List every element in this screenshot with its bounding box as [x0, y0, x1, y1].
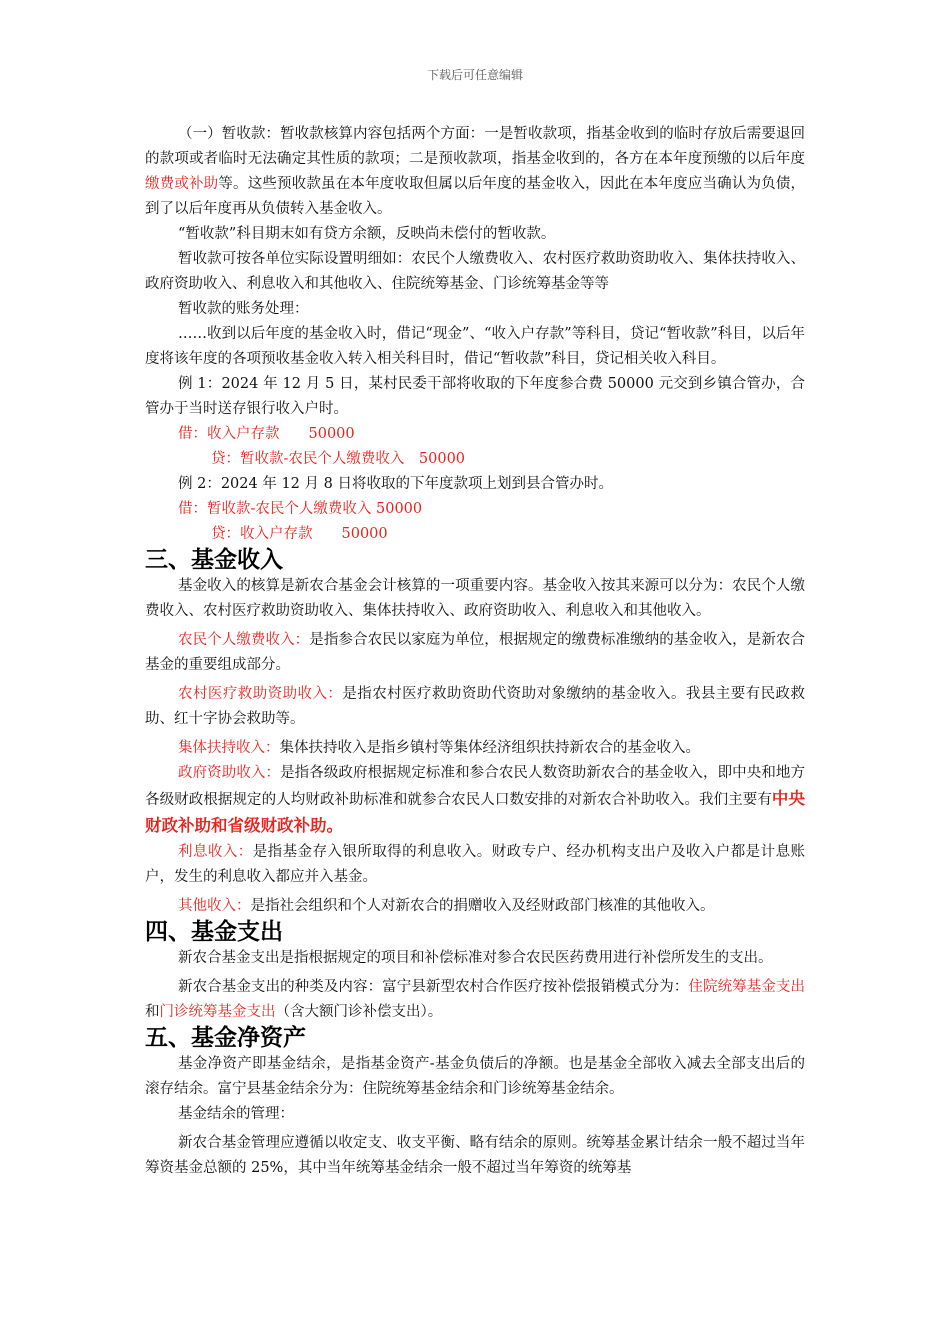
paragraph: 新农合基金管理应遵循以收定支、收支平衡、略有结余的原则。统筹基金累计结余一般不超过当年筹资基金总额的 25%，其中当年统筹基金结余一般不超过当年筹资的统筹基	[145, 1135, 805, 1176]
term-text: 集体扶持收入是指乡镇村等集体经济组织扶持新农合的基金收入。	[279, 740, 700, 756]
paragraph-text: 新农合基金支出的种类及内容：富宁县新型农村合作医疗按补偿报销模式分为：	[178, 979, 689, 995]
term-label: 农民个人缴费收入：	[178, 632, 310, 648]
highlighted-text: 缴费或补助	[145, 176, 219, 192]
journal-debit-2: 借：暂收款-农民个人缴费收入 50000	[178, 501, 423, 517]
section-heading-net-assets: 五、基金净资产	[145, 1025, 306, 1051]
journal-credit-1: 贷：暂收款-农民个人缴费收入 50000	[211, 451, 466, 467]
term-text: 是指基金存入银所取得的利息收入。财政专户、经办机构支出户及收入户都是计息账户，发生的利息收入都应并入基金。	[145, 844, 806, 885]
journal-debit-1: 借：收入户存款 50000	[178, 426, 355, 442]
section-heading-fund-expenditure: 四、基金支出	[145, 919, 283, 945]
income-item	[145, 682, 805, 732]
income-item	[145, 628, 805, 678]
section-heading-fund-income: 三、基金收入	[145, 547, 283, 573]
term-label: 其他收入：	[178, 898, 251, 914]
paragraph: 基金结余的管理：	[178, 1106, 294, 1122]
paragraph: 暂收款的账务处理：	[178, 301, 309, 317]
example-1: 例 1：2024 年 12 月 5 日，某村民委干部将收取的下年度参合费 50000 元交到乡镇合管办，合管办于当时送存银行收入户时。	[145, 376, 805, 417]
paragraph-text: 和	[145, 1004, 160, 1020]
highlighted-text: 中央财政补助和省级财政补助。	[145, 789, 806, 835]
income-item	[145, 840, 805, 890]
paragraph: 暂收款可按各单位实际设置明细如：农民个人缴费收入、农村医疗救助资助收入、集体扶持收入、政府资助收入、利息收入和其他收入、住院统筹基金、门诊统筹基金等等	[145, 251, 805, 292]
term-label: 集体扶持收入：	[178, 740, 280, 756]
term-text: 是指参合农民以家庭为单位，根据规定的缴费标准缴纳的基金收入，是新农合基金的重要组成部分。	[145, 632, 805, 673]
temp-receipt-definition	[145, 122, 805, 222]
paragraph: ……收到以后年度的基金收入时，借记“现金”、“收入户存款”等科目，贷记“暂收款”科目，以后年度将该年度的各项预收基金收入转入相关科目时，借记“暂收款”科目，贷记相关收入科目。	[145, 326, 805, 367]
term-label: 利息收入：	[178, 844, 253, 860]
term-text: 是指农村医疗救助资助代资助对象缴纳的基金收入。我县主要有民政救助、红十字协会救助等。	[145, 686, 805, 727]
paragraph: “暂收款”科目期末如有贷方余额，反映尚未偿付的暂收款。	[178, 226, 556, 242]
journal-credit-2: 贷：收入户存款 50000	[211, 526, 388, 542]
term-text: 是指各级政府根据规定标准和参合农民人数资助新农合的基金收入，即中央和地方各级财政根据规定的人均财政补助标准和就参合农民人口数安排的对新农合补助收入。我们主要有	[145, 765, 806, 808]
paragraph-text: （一）暂收款：暂收款核算内容包括两个方面：一是暂收款项，指基金收到的临时存放后需要退回的款项或者临时无法确定其性质的款项；二是预收款项，指基金收到的，各方在本年度预缴的以后年度	[145, 126, 805, 167]
paragraph: 新农合基金支出是指根据规定的项目和补偿标准对参合农民医药费用进行补偿所发生的支出。	[178, 950, 773, 966]
income-item	[145, 894, 805, 919]
paragraph-text: 等。这些预收款虽在本年度收取但属以后年度的基金收入，因此在本年度应当确认为负债，到了以后年度再从负债转入基金收入。	[145, 176, 806, 217]
income-item	[145, 761, 805, 840]
term-label: 政府资助收入：	[178, 765, 281, 781]
paragraph: 基金收入的核算是新农合基金会计核算的一项重要内容。基金收入按其来源可以分为：农民个人缴费收入、农村医疗救助资助收入、集体扶持收入、政府资助收入、利息收入和其他收入。	[145, 578, 805, 619]
example-2: 例 2：2024 年 12 月 8 日将收取的下年度款项上划到县合管办时。	[178, 476, 613, 492]
highlighted-text: 住院统筹基金支出	[688, 979, 806, 995]
income-item	[145, 736, 805, 761]
highlighted-text: 门诊统筹基金支出	[159, 1004, 276, 1020]
term-label: 农村医疗救助资助收入：	[178, 686, 343, 702]
page-header-note: 下载后可任意编辑	[426, 68, 523, 82]
document-body	[145, 122, 805, 1181]
paragraph: 基金净资产即基金结余，是指基金资产-基金负债后的净额。也是基金全部收入减去全部支出后的滚存结余。富宁县基金结余分为：住院统筹基金结余和门诊统筹基金结余。	[145, 1056, 805, 1097]
paragraph	[145, 975, 805, 1025]
paragraph-text: （含大额门诊补偿支出）。	[275, 1004, 443, 1020]
term-text: 是指社会组织和个人对新农合的捐赠收入及经财政部门核准的其他收入。	[250, 898, 715, 914]
